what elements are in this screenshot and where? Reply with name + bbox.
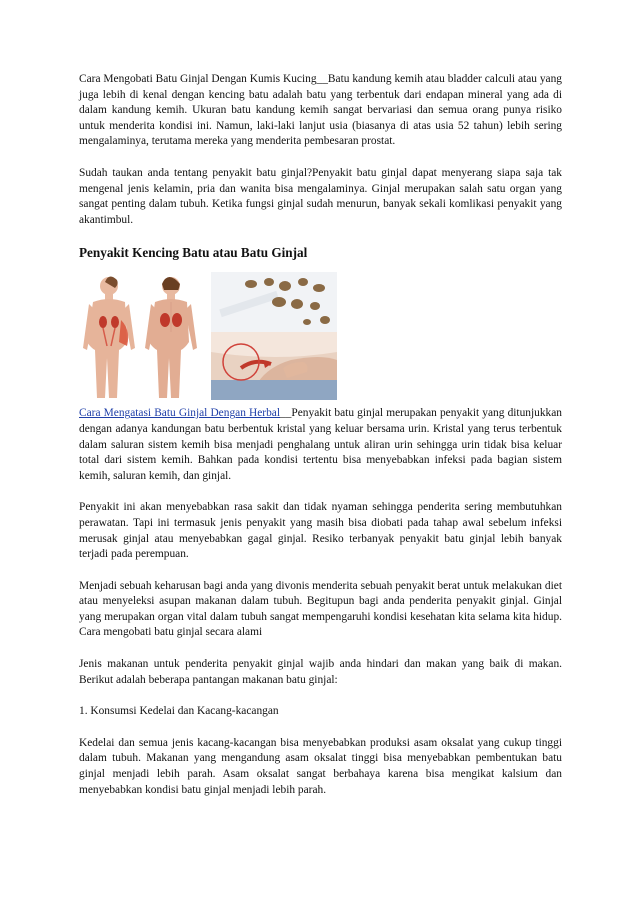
kidney-stones-image — [211, 272, 337, 400]
paragraph-3 — [79, 406, 562, 484]
paragraph-6: Jenis makanan untuk penderita penyakit ginjal wajib anda hindari dan makan yang baik di makan. Berikut adalah beberapa pantangan makanan batu ginjal: — [79, 658, 562, 686]
section-heading: Penyakit Kencing Batu atau Batu Ginjal — [79, 245, 308, 261]
intro-paragraph-1: Cara Mengobati Batu Ginjal Dengan Kumis Kucing__Batu kandung kemih atau bladder calculi atau yang juga lebih di kenal dengan kencing batu adalah batu yang terbentuk dari endapan mineral yang ada di dalam kandung kemih. Ukuran batu kandung kemih sangat bervariasi dan semua orang punya risiko untuk menderita kondisi ini. Namun, laki-laki lanjut usia (biasanya di atas usia 52 tahun) lebih sering mengalaminya, terutama mereka yang menderita pembesaran prostat. — [79, 73, 562, 148]
paragraph-7: Kedelai dan semua jenis kacang-kacangan bisa menyebabkan produksi asam oksalat yang cukup tinggi dalam tubuh. Makanan yang mengandung asam oksalat tinggi bisa menyebabkan pembentukan batu ginjal menjadi lebih parah. Asam oksalat sangat berbahaya karena bisa mengikat kalsium dan menyebabkan kondisi batu ginjal menjadi lebih parah. — [79, 736, 562, 796]
paragraph-3-text: __Penyakit batu ginjal merupakan penyakit yang ditunjukkan dengan adanya kandungan batu berbentuk kristal yang keluar bersama urin. Kristal yang terus terbentuk dalam saluran sistem kemih bisa menjadi penghalang untuk aliran urin sehingga urin tidak bisa keluar total dari sistem kemih. Bahkan pada kondisi tertentu bisa menyebabkan infeksi pada bagian sistem kemih, saluran kemih, dan ginjal. — [79, 407, 562, 482]
kidney-anatomy-image — [79, 272, 209, 400]
intro-paragraph-2: Sudah taukan anda tentang penyakit batu ginjal?Penyakit batu ginjal dapat menyerang siapa saja tak mengenal jenis kelamin, pria dan wanita bisa mengalaminya. Ginjal merupakan salah satu organ yang sangat penting dalam tubuh. Ketika fungsi ginjal sudah menurun, banyak sekali komlikasi penyakit yang akantimbul. — [79, 166, 562, 226]
paragraph-4: Penyakit ini akan menyebabkan rasa sakit dan tidak nyaman sehingga penderita sering membutuhkan perawatan. Tapi ini termasuk jenis penyakit yang masih bisa diobati pada tahap awal sebelum infeksi merusak ginjal atau menyebabkan gagal ginjal. Resiko terbanyak penyakit batu ginjal lebih banyak terjadi pada perempuan. — [79, 501, 562, 561]
herbal-article-link[interactable]: Cara Mengatasi Batu Ginjal Dengan Herbal — [79, 407, 281, 420]
article-content — [79, 72, 562, 798]
list-item-1: 1. Konsumsi Kedelai dan Kacang-kacangan — [79, 705, 279, 718]
paragraph-5: Menjadi sebuah keharusan bagi anda yang divonis menderita sebuah penyakit berat untuk melakukan diet atau menyeleksi asupan makanan dalam tubuh. Begitupun bagi anda penderita penyakit ginjal. Ginjal yang merupakan organ vital dalam tubuh sangat mempengaruhi kondisi kesehatan kita selama kita hidup. Cara mengobati batu ginjal secara alami — [79, 579, 562, 639]
illustration-row — [79, 272, 562, 400]
